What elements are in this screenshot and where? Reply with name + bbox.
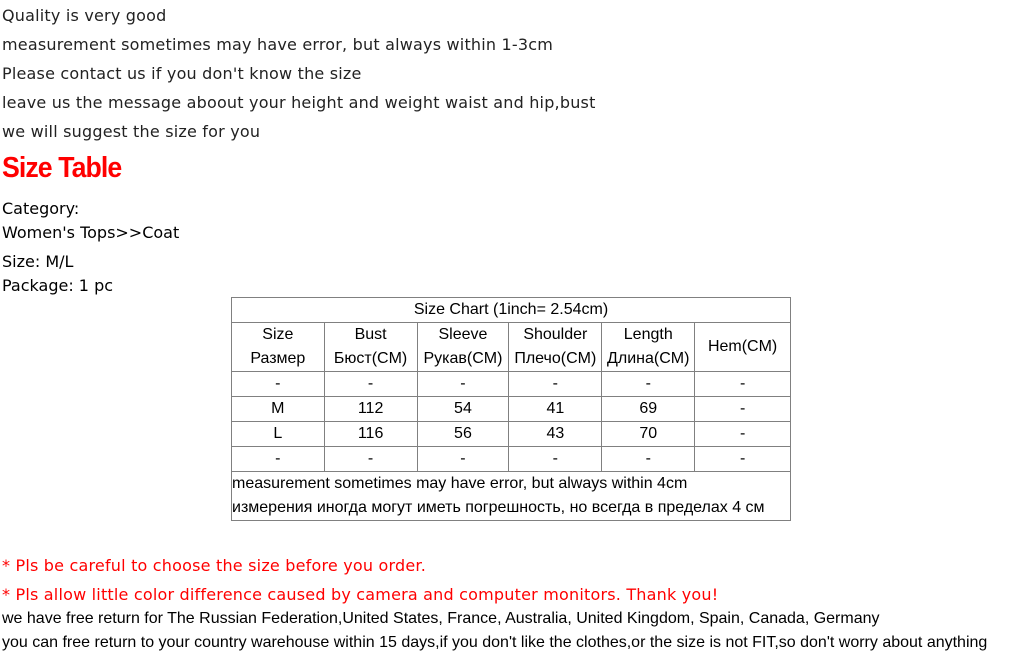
intro-message: leave us the message aboout your height and weight waist and hip,bust [2,93,596,112]
cell-bust: 116 [324,422,417,447]
cell-hem: - [695,397,791,422]
table-note-row [232,472,791,521]
intro-contact: Please contact us if you don't know the size [2,64,362,83]
header-hem: Hem(CM) [695,323,791,372]
size-info: Size: M/L [2,252,74,271]
size-table-title: Size Table [2,152,122,184]
cell-length: - [602,447,695,472]
table-header-row [232,323,791,372]
table-row [232,447,791,472]
header-length: Length Длина(CM) [602,323,695,372]
cell-length: - [602,372,695,397]
category-value: Women's Tops>>Coat [2,223,180,242]
cell-length: 70 [602,422,695,447]
cell-shoulder: - [509,372,602,397]
table-caption-row [232,298,791,323]
cell-shoulder: 43 [509,422,602,447]
cell-shoulder: 41 [509,397,602,422]
cell-hem: - [695,422,791,447]
intro-suggest: we will suggest the size for you [2,122,261,141]
table-note-en: measurement sometimes may have error, but always within 4cm [232,475,688,492]
cell-size: L [232,422,325,447]
table-row [232,397,791,422]
header-shoulder: Shoulder Плечо(CM) [509,323,602,372]
cell-bust: 112 [324,397,417,422]
cell-size: - [232,372,325,397]
table-caption: Size Chart (1inch= 2.54cm) [232,298,791,323]
cell-sleeve: 56 [417,422,509,447]
cell-sleeve: 54 [417,397,509,422]
cell-bust: - [324,447,417,472]
size-chart-table [231,297,791,521]
cell-size: M [232,397,325,422]
table-note-ru: измерения иногда могут иметь погрешность, но всегда в пределах 4 см [232,499,765,516]
cell-length: 69 [602,397,695,422]
intro-measurement: measurement sometimes may have error, but always within 1-3cm [2,35,554,54]
table-note [232,472,791,521]
cell-sleeve: - [417,447,509,472]
table-row [232,422,791,447]
cell-size: - [232,447,325,472]
warning-color: * Pls allow little color difference caused by camera and computer monitors. Thank you! [2,585,719,604]
footer-free-return: we have free return for The Russian Federation,United States, France, Australia, United Kingdom, Spain, Canada, Germany [2,610,880,627]
category-label: Category: [2,199,80,218]
header-sleeve: Sleeve Рукав(CM) [417,323,509,372]
header-bust: Bust Бюст(CM) [324,323,417,372]
cell-hem: - [695,372,791,397]
cell-bust: - [324,372,417,397]
package-info: Package: 1 pc [2,276,114,295]
intro-quality: Quality is very good [2,6,167,25]
cell-shoulder: - [509,447,602,472]
footer-warehouse-return: you can free return to your country warehouse within 15 days,if you don't like the clothes,or the size is not FIT,so don't worry about anything [2,634,988,651]
cell-sleeve: - [417,372,509,397]
cell-hem: - [695,447,791,472]
header-size: Size Размер [232,323,325,372]
table-row [232,372,791,397]
warning-size: * Pls be careful to choose the size before you order. [2,556,426,575]
